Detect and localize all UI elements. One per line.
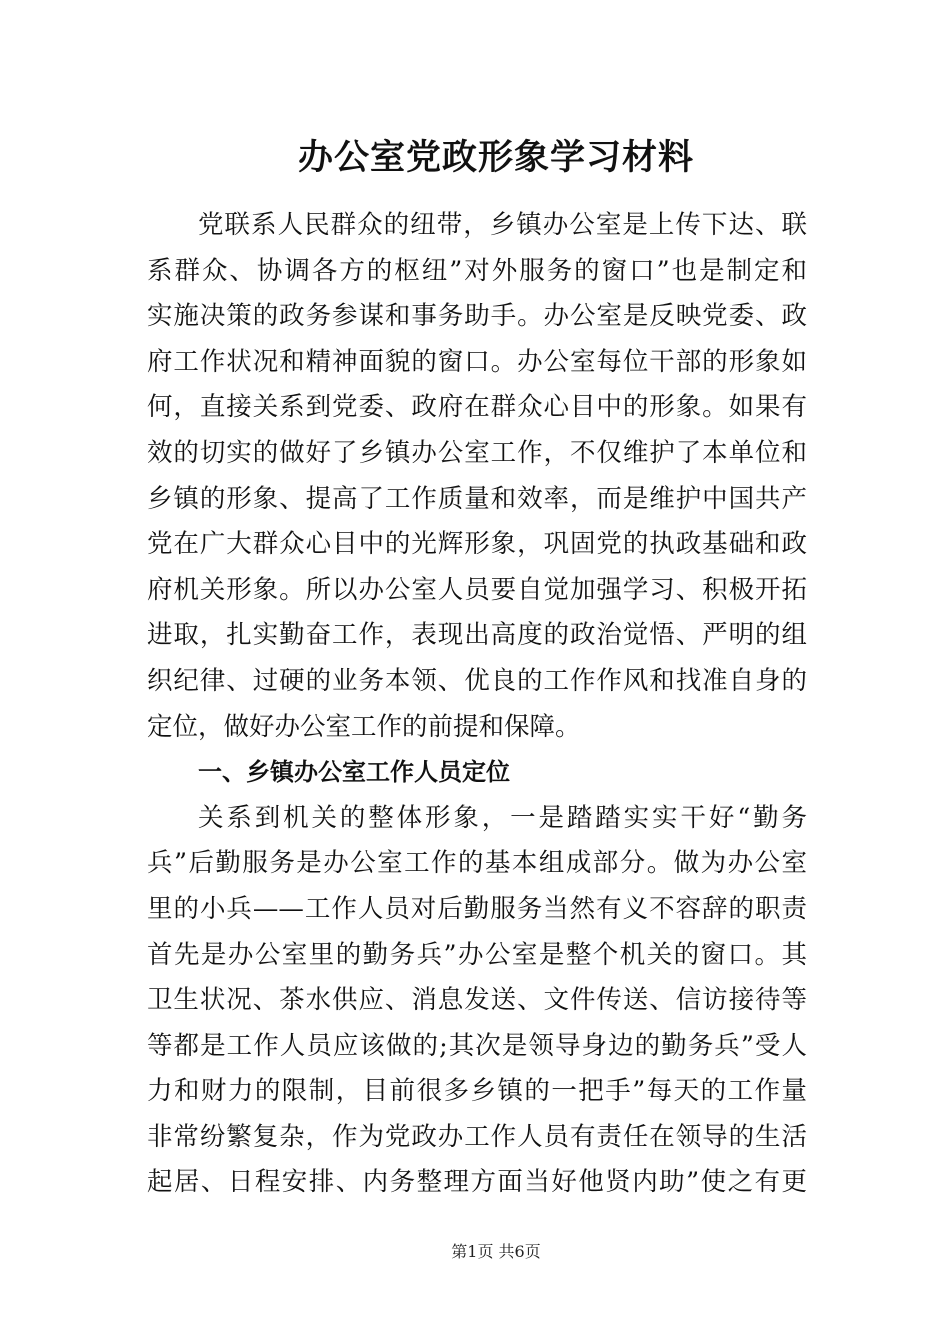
page-footer: 第1页 共6页 xyxy=(451,1242,541,1261)
paragraph-line: 何，直接关系到党委、政府在群众心目中的形象。如果有 xyxy=(147,392,807,423)
paragraph-line: 起居、日程安排、内务整理方面当好他贤内助”使之有更 xyxy=(147,1167,807,1198)
paragraph-line: 党联系人民群众的纽带，乡镇办公室是上传下达、联 xyxy=(198,210,807,240)
paragraph-line: 党在广大群众心目中的光辉形象，巩固党的执政基础和政 xyxy=(147,529,807,560)
document-body xyxy=(147,203,807,1206)
paragraph-line: 实施决策的政务参谋和事务助手。办公室是反映党委、政 xyxy=(147,301,807,332)
paragraph-line: 等都是工作人员应该做的;其次是领导身边的勤务兵”受人 xyxy=(147,1030,807,1061)
section-heading: 一、乡镇办公室工作人员定位 xyxy=(198,758,510,787)
paragraph-line: 非常纷繁复杂，作为党政办工作人员有责任在领导的生活 xyxy=(147,1121,807,1152)
paragraph-line: 府机关形象。所以办公室人员要自觉加强学习、积极开拓 xyxy=(147,574,807,605)
paragraph-line: 力和财力的限制，目前很多乡镇的一把手”每天的工作量 xyxy=(147,1076,807,1107)
paragraph-line: 定位，做好办公室工作的前提和保障。 xyxy=(147,711,581,742)
paragraph-line: 里的小兵——工作人员对后勤服务当然有义不容辞的职责 xyxy=(147,893,807,924)
paragraph-line: 府工作状况和精神面貌的窗口。办公室每位干部的形象如 xyxy=(147,346,807,377)
paragraph-line: 织纪律、过硬的业务本领、优良的工作作风和找准自身的 xyxy=(147,665,807,696)
paragraph-line: 进取，扎实勤奋工作，表现出高度的政治觉悟、严明的组 xyxy=(147,620,807,651)
paragraph-line: 首先是办公室里的勤务兵”办公室是整个机关的窗口。其 xyxy=(147,939,807,970)
paragraph-line: 效的切实的做好了乡镇办公室工作，不仅维护了本单位和 xyxy=(147,437,807,468)
paragraph-line: 关系到机关的整体形象，一是踏踏实实干好“勤务 xyxy=(198,802,807,833)
paragraph-line: 乡镇的形象、提高了工作质量和效率，而是维护中国共产 xyxy=(147,483,807,514)
paragraph-line: 系群众、协调各方的枢纽”对外服务的窗口”也是制定和 xyxy=(147,255,807,286)
paragraph-line: 卫生状况、茶水供应、消息发送、文件传送、信访接待等 xyxy=(147,985,807,1016)
document-title: 办公室党政形象学习材料 xyxy=(297,137,694,178)
paragraph-line: 兵”后勤服务是办公室工作的基本组成部分。做为办公室 xyxy=(147,848,807,879)
